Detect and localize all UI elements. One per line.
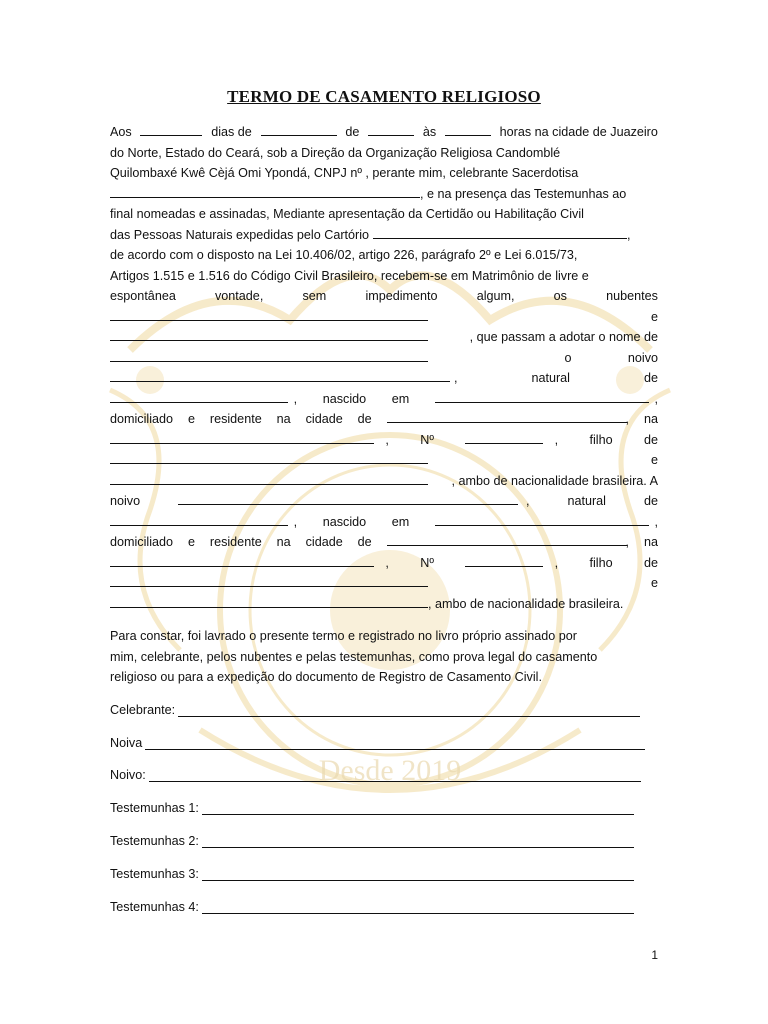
blank-noivo-nascimento[interactable] — [435, 389, 649, 403]
line-5: final nomeadas e assinadas, Mediante apresentação da Certidão ou Habilitação Civil — [110, 207, 584, 221]
line-15: domiciliado e residente na cidade de , na — [110, 409, 658, 430]
blank-ano[interactable] — [368, 122, 414, 136]
blank-noiva-nascimento[interactable] — [435, 512, 649, 526]
document-title: TERMO DE CASAMENTO RELIGIOSO — [227, 87, 541, 106]
signature-noivo: Noivo: — [110, 768, 641, 782]
testemunha-2-line[interactable] — [202, 834, 634, 848]
noiva-line[interactable] — [145, 736, 645, 750]
closing-paragraph — [110, 626, 658, 688]
blank-horas[interactable] — [445, 122, 491, 136]
blank-mes[interactable] — [261, 122, 337, 136]
blank-noivo-naturalidade[interactable] — [110, 389, 288, 403]
signature-noiva: Noiva — [110, 736, 645, 750]
noivo-line[interactable] — [149, 768, 641, 782]
testemunha-4-line[interactable] — [202, 900, 634, 914]
line-3: Quilombaxé Kwê Cèjá Omi Ypondá, CNPJ nº , perante mim, celebrante Sacerdotisa — [110, 166, 579, 180]
blank-noiva-naturalidade[interactable] — [110, 512, 288, 526]
blank-noivo-cidade[interactable] — [387, 409, 627, 423]
line-23: e — [110, 573, 658, 594]
blank-noivo-numero[interactable] — [465, 430, 543, 444]
blank-noiva-mae[interactable] — [110, 594, 428, 608]
line-7: de acordo com o disposto na Lei 10.406/02, artigo 226, parágrafo 2º e Lei 6.015/73, — [110, 248, 578, 262]
closing-line-2: mim, celebrante, pelos nubentes e pelas testemunhas, como prova legal do casamento — [110, 649, 598, 664]
line-9: espontânea vontade, sem impedimento algum, os nubentes — [110, 289, 658, 303]
watermark-year: Desde 2019 — [318, 754, 462, 787]
signature-testemunha-1: Testemunhas 1: — [110, 801, 634, 815]
blank-noiva-numero[interactable] — [465, 553, 543, 567]
line-24: , ambo de nacionalidade brasileira. — [110, 594, 658, 615]
line-17: e — [110, 450, 658, 471]
page-number: 1 — [651, 948, 658, 962]
blank-noivo-endereco[interactable] — [110, 430, 374, 444]
blank-dia[interactable] — [140, 122, 202, 136]
line-1: Aos dias de de às horas na cidade de Juazeiro — [110, 122, 658, 143]
signature-testemunha-2: Testemunhas 2: — [110, 834, 634, 848]
blank-cartorio[interactable] — [373, 225, 627, 239]
blank-noivo-nome[interactable] — [110, 368, 450, 382]
closing-line-3: religioso ou para a expedição do documento de Registro de Casamento Civil. — [110, 670, 542, 684]
blank-sacerdotisa[interactable] — [110, 184, 420, 198]
line-2: do Norte, Estado do Ceará, sob a Direção da Organização Religiosa Candomblé — [110, 145, 561, 160]
line-4: , e na presença das Testemunhas ao — [110, 184, 658, 205]
blank-noiva-pai[interactable] — [110, 573, 428, 587]
closing-line-1: Para constar, foi lavrado o presente termo e registrado no livro próprio assinado por — [110, 629, 577, 643]
line-6: das Pessoas Naturais expedidas pelo Cartório , — [110, 225, 658, 246]
line-8: Artigos 1.515 e 1.516 do Código Civil Brasileiro, recebem-se em Matrimônio de livre e — [110, 268, 589, 283]
line-18: , ambo de nacionalidade brasileira. A — [110, 471, 658, 492]
blank-nome-adotado[interactable] — [110, 348, 428, 362]
line-14: , nascido em , — [110, 389, 658, 410]
blank-noiva-nome[interactable] — [178, 491, 518, 505]
line-19: noivo , natural de — [110, 491, 658, 512]
blank-nubente-1[interactable] — [110, 307, 428, 321]
celebrante-line[interactable] — [178, 703, 640, 717]
line-12: o noivo — [110, 348, 658, 369]
line-22: , Nº , filho de — [110, 553, 658, 574]
signature-testemunha-3: Testemunhas 3: — [110, 867, 634, 881]
blank-noivo-pai[interactable] — [110, 450, 428, 464]
body-paragraph — [110, 122, 658, 614]
signature-celebrante: Celebrante: — [110, 703, 640, 717]
line-13: , natural de — [110, 368, 658, 389]
testemunha-1-line[interactable] — [202, 801, 634, 815]
blank-noiva-endereco[interactable] — [110, 553, 374, 567]
line-21: domiciliado e residente na cidade de , na — [110, 532, 658, 553]
line-20: , nascido em , — [110, 512, 658, 533]
blank-noiva-cidade[interactable] — [387, 532, 627, 546]
line-16: , Nº , filho de — [110, 430, 658, 451]
line-10: e — [110, 307, 658, 328]
blank-noivo-mae[interactable] — [110, 471, 428, 485]
blank-nubente-2[interactable] — [110, 327, 428, 341]
line-11: , que passam a adotar o nome de — [110, 327, 658, 348]
signature-testemunha-4: Testemunhas 4: — [110, 900, 634, 914]
testemunha-3-line[interactable] — [202, 867, 634, 881]
